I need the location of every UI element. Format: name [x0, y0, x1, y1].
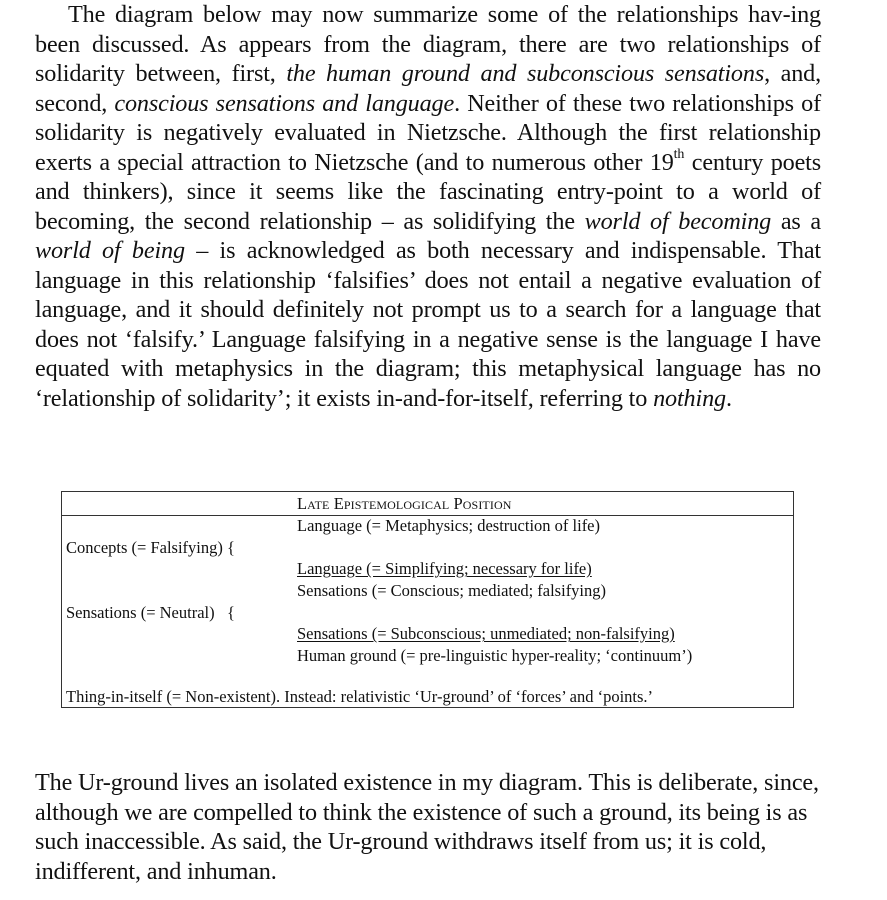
- diagram-footer: Thing-in-itself (= Non-existent). Instead: relativistic ‘Ur-ground’ of ‘forces’ and ‘points.’: [66, 687, 654, 706]
- italic-segment: world of being: [35, 237, 185, 264]
- entry-sensations-conscious: Sensations (= Conscious; mediated; falsifying): [297, 581, 607, 600]
- paragraph-intro: [35, 0, 821, 413]
- text-segment: century poets and thinkers), since it seems like the fascinating entry-point to a world of becoming, the second relationship – as solidifying the: [35, 148, 822, 235]
- italic-segment: world of becoming: [584, 207, 772, 235]
- text-segment: , and, second,: [35, 60, 821, 117]
- italic-segment: the human ground and subconscious sensations: [286, 60, 765, 87]
- paragraph-ur-ground: The Ur-ground lives an isolated existence in my diagram. This is deliberate, since, although we are compelled to think the existence of such a ground, its being is as such inaccessible. As said, the Ur-ground withdraws itself from us; it is cold, indifferent, and inhuman.: [35, 769, 819, 885]
- text-segment: as a: [771, 207, 821, 235]
- text-segment: – is acknowledged as both necessary and indispensable. That language in this relationship ‘falsifies’ does not entail a negative evaluation of language, and it should definitely not prompt us to a search for a language that does not ‘falsify.’ Language falsifying in a negative sense is the language I have equated with metaphysics in the diagram; this metaphysical language has no ‘relationship of solidarity’; it exists in-and-for-itself, referring to: [35, 237, 821, 412]
- diagram-header: [62, 492, 793, 516]
- italic-segment: conscious sensations and language: [114, 89, 455, 117]
- entry-human-ground: Human ground (= pre-linguistic hyper-reality; ‘continuum’): [297, 646, 693, 665]
- text-segment: .: [725, 384, 732, 412]
- text-segment: . Neither of these two relationships of solidarity is negatively evaluated in Nietzsche. Although the first relationship exerts a special attraction to Nietzsche (and to numerous other 19: [35, 89, 822, 176]
- entry-sensations-subconscious: Sensations (= Subconscious; unmediated; non-falsifying): [297, 624, 675, 643]
- superscript: th: [673, 147, 685, 163]
- epistemology-diagram: [61, 491, 794, 708]
- italic-segment: nothing: [653, 384, 726, 412]
- label-concepts: Concepts (= Falsifying) {: [66, 538, 235, 557]
- entry-language-simplifying: Language (= Simplifying; necessary for life): [297, 559, 592, 578]
- diagram-title: Late Epistemological Position: [297, 494, 512, 513]
- label-sensations: Sensations (= Neutral) {: [66, 603, 235, 622]
- text-segment: The diagram below may now summarize some of the relationships hav-ing been discussed. As appears from the diagram, there are two relationships of solidarity between, first,: [35, 1, 821, 87]
- entry-language-metaphysics: Language (= Metaphysics; destruction of life): [297, 516, 601, 535]
